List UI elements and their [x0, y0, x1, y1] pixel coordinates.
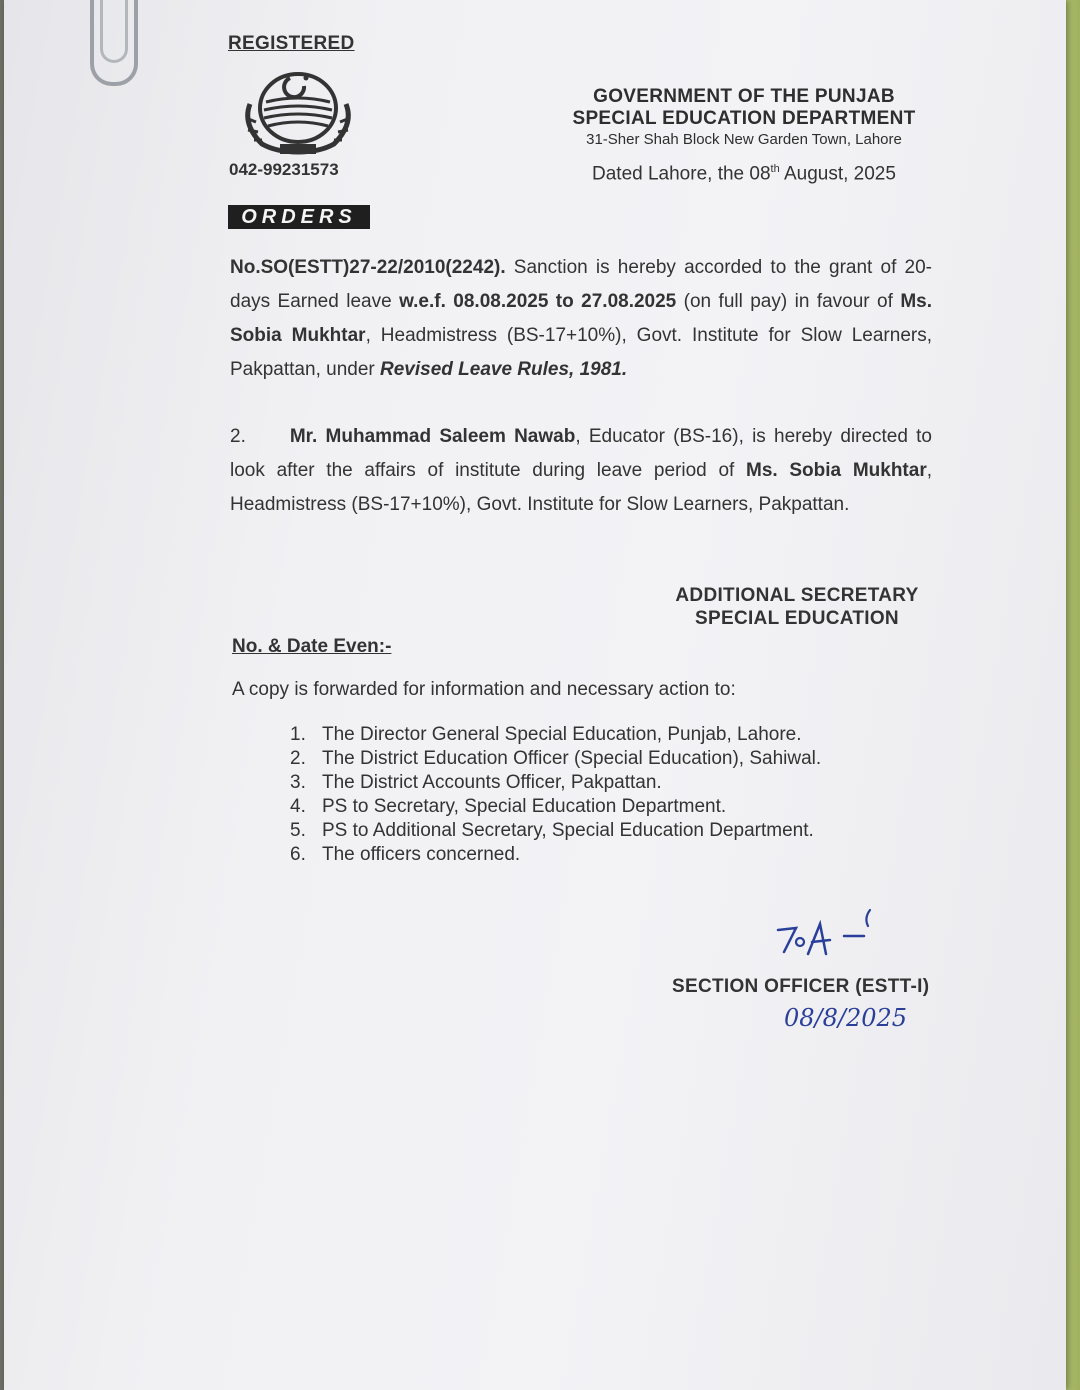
- dated-line: [592, 163, 896, 185]
- list-item: [290, 819, 821, 843]
- signatory1-line2: SPECIAL EDUCATION: [695, 608, 899, 629]
- phone-number: 042-99231573: [229, 160, 339, 179]
- list-item-text: The officers concerned.: [322, 844, 521, 865]
- employee-name: Ms. Sobia Mukhtar: [230, 291, 932, 346]
- orders-heading: ORDERS: [228, 205, 370, 229]
- leave-rules: Revised Leave Rules, 1981.: [380, 359, 628, 380]
- list-item-number: 2.: [290, 748, 306, 769]
- list-item-text: The District Education Officer (Special Education), Sahiwal.: [322, 748, 822, 769]
- document-page: [4, 0, 1066, 1390]
- p2-text-a: , Educator (BS-16), is hereby directed to look after the affairs of institute during leave period of: [230, 426, 932, 481]
- p2-number: 2.: [230, 426, 246, 447]
- copy-heading: No. & Date Even:-: [232, 636, 392, 657]
- list-item-text: The Director General Special Education, Punjab, Lahore.: [322, 724, 802, 745]
- list-item: [290, 843, 821, 867]
- dated-sup: th: [770, 163, 780, 175]
- department-header: [564, 86, 924, 150]
- list-item-text: PS to Secretary, Special Education Department.: [322, 796, 727, 817]
- list-item: [290, 771, 821, 795]
- additional-secretary-signature-block: [644, 584, 950, 630]
- paper-clip-inner: [100, 0, 128, 63]
- dated-prefix: Dated Lahore, the 08: [592, 163, 771, 185]
- p1-text-c: , Headmistress (BS-17+10%), Govt. Institute for Slow Learners, Pakpattan, under: [230, 325, 932, 380]
- copy-intro: A copy is forwarded for information and necessary action to:: [232, 679, 736, 700]
- org-line2: SPECIAL EDUCATION DEPARTMENT: [572, 108, 916, 129]
- org-address: 31-Sher Shah Block New Garden Town, Lahore: [586, 131, 902, 148]
- officer-name: Mr. Muhammad Saleem Nawab: [289, 426, 576, 447]
- list-item-number: 6.: [290, 844, 306, 865]
- list-item-text: PS to Additional Secretary, Special Education Department.: [322, 820, 814, 841]
- list-item: [290, 723, 821, 747]
- leave-period: w.e.f. 08.08.2025 to 27.08.2025: [399, 291, 677, 312]
- p1-text-b: (on full pay) in favour of: [676, 291, 901, 312]
- dated-suffix: August, 2025: [779, 163, 896, 185]
- list-item-text: The District Accounts Officer, Pakpattan.: [322, 772, 662, 793]
- p1-text-a: Sanction is hereby accorded to the grant of 20-days Earned leave: [230, 257, 932, 312]
- list-item: [290, 747, 821, 771]
- p2-text-b: , Headmistress (BS-17+10%), Govt. Institute for Slow Learners, Pakpattan.: [230, 460, 932, 515]
- handwritten-initials-icon: [774, 906, 894, 962]
- registered-label: REGISTERED: [228, 33, 355, 54]
- list-item-number: 1.: [290, 724, 306, 745]
- signatory1-line1: ADDITIONAL SECRETARY: [675, 585, 919, 606]
- employee-name-2: Ms. Sobia Mukhtar: [746, 460, 927, 481]
- order-paragraph-1: [230, 251, 932, 387]
- reference-number: No.SO(ESTT)27-22/2010(2242).: [230, 257, 506, 278]
- list-item: [290, 795, 821, 819]
- org-line1: GOVERNMENT OF THE PUNJAB: [593, 86, 895, 107]
- list-item-number: 4.: [290, 796, 306, 817]
- list-item-number: 5.: [290, 820, 306, 841]
- handwritten-date: 08/8/2025: [784, 1004, 908, 1032]
- distribution-list: [290, 723, 821, 867]
- punjab-emblem-icon: [236, 64, 360, 158]
- list-item-number: 3.: [290, 772, 306, 793]
- order-paragraph-2: [230, 420, 932, 522]
- section-officer-title: SECTION OFFICER (ESTT-I): [672, 976, 930, 997]
